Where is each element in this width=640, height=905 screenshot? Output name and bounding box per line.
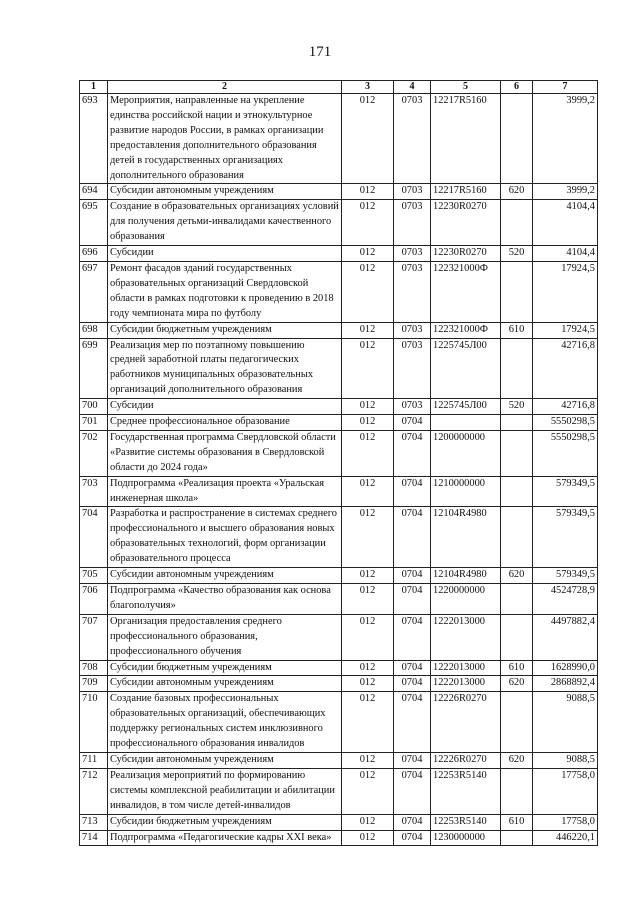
row-number-cell: 711 [80,752,108,768]
row-section-code-cell: 0704 [394,430,431,476]
row-expense-type-cell [501,200,533,246]
row-name-cell: Подпрограмма «Педагогические кадры XXI века» [108,830,342,846]
row-section-code-cell: 0704 [394,507,431,568]
row-section-code-cell: 0703 [394,399,431,415]
row-number-cell: 712 [80,768,108,814]
row-target-code-cell: 12226R0270 [431,692,501,753]
row-ministry-code-cell: 012 [342,692,394,753]
row-expense-type-cell [501,614,533,660]
row-target-code-cell [431,415,501,431]
header-col-5: 5 [431,81,501,94]
row-ministry-code-cell: 012 [342,768,394,814]
row-amount-cell: 579349,5 [533,507,598,568]
row-ministry-code-cell: 012 [342,399,394,415]
row-section-code-cell: 0703 [394,246,431,262]
row-amount-cell: 17758,0 [533,814,598,830]
row-section-code-cell: 0704 [394,568,431,584]
row-ministry-code-cell: 012 [342,476,394,507]
row-section-code-cell: 0703 [394,184,431,200]
table-row [80,768,598,814]
row-name-cell: Разработка и распространение в системах среднего профессионального и высшего образования новых образовательных технологий, форм организации образовательного процесса [108,507,342,568]
row-ministry-code-cell: 012 [342,322,394,338]
row-target-code-cell: 1222013000 [431,614,501,660]
row-number-cell: 709 [80,676,108,692]
row-number-cell: 695 [80,200,108,246]
row-section-code-cell: 0704 [394,660,431,676]
row-name-cell: Субсидии бюджетным учреждениям [108,814,342,830]
row-section-code-cell: 0704 [394,814,431,830]
row-name-cell: Подпрограмма «Качество образования как основа благополучия» [108,584,342,615]
row-amount-cell: 17758,0 [533,768,598,814]
row-number-cell: 714 [80,830,108,846]
row-ministry-code-cell: 012 [342,660,394,676]
budget-table [79,80,598,846]
table-row [80,415,598,431]
table-row [80,430,598,476]
header-col-3: 3 [342,81,394,94]
row-ministry-code-cell: 012 [342,200,394,246]
table-row [80,246,598,262]
row-section-code-cell: 0704 [394,768,431,814]
table-row [80,660,598,676]
row-expense-type-cell: 610 [501,814,533,830]
row-number-cell: 705 [80,568,108,584]
row-expense-type-cell: 620 [501,676,533,692]
row-section-code-cell: 0704 [394,752,431,768]
row-amount-cell: 17924,5 [533,261,598,322]
row-section-code-cell: 0703 [394,200,431,246]
row-ministry-code-cell: 012 [342,614,394,660]
row-target-code-cell: 1222013000 [431,660,501,676]
row-target-code-cell: 1225745Л00 [431,338,501,399]
row-section-code-cell: 0703 [394,322,431,338]
row-expense-type-cell [501,768,533,814]
row-amount-cell: 3999,2 [533,94,598,184]
row-name-cell: Ремонт фасадов зданий государственных образовательных организаций Свердловской области в рамках подготовки к проведению в 2018 году чемпионата мира по футболу [108,261,342,322]
row-section-code-cell: 0704 [394,676,431,692]
row-name-cell: Субсидии автономным учреждениям [108,568,342,584]
row-expense-type-cell: 520 [501,399,533,415]
row-target-code-cell: 1220000000 [431,584,501,615]
row-name-cell: Субсидии [108,246,342,262]
row-section-code-cell: 0704 [394,614,431,660]
table-row [80,399,598,415]
row-target-code-cell: 12217R5160 [431,94,501,184]
row-target-code-cell: 1230000000 [431,830,501,846]
row-expense-type-cell: 620 [501,752,533,768]
row-section-code-cell: 0703 [394,338,431,399]
row-section-code-cell: 0704 [394,476,431,507]
row-number-cell: 701 [80,415,108,431]
table-row [80,676,598,692]
table-row [80,814,598,830]
header-col-1: 1 [80,81,108,94]
row-expense-type-cell [501,507,533,568]
table-row [80,692,598,753]
row-ministry-code-cell: 012 [342,338,394,399]
row-number-cell: 707 [80,614,108,660]
row-amount-cell: 5550298,5 [533,415,598,431]
row-expense-type-cell [501,94,533,184]
row-amount-cell: 579349,5 [533,568,598,584]
row-amount-cell: 4104,4 [533,246,598,262]
row-ministry-code-cell: 012 [342,507,394,568]
row-target-code-cell: 122321000Ф [431,261,501,322]
row-name-cell: Субсидии автономным учреждениям [108,184,342,200]
header-col-2: 2 [108,81,342,94]
row-name-cell: Субсидии автономным учреждениям [108,752,342,768]
row-ministry-code-cell: 012 [342,94,394,184]
row-target-code-cell: 122321000Ф [431,322,501,338]
row-ministry-code-cell: 012 [342,814,394,830]
row-target-code-cell: 1225745Л00 [431,399,501,415]
row-expense-type-cell [501,830,533,846]
row-name-cell: Подпрограмма «Реализация проекта «Уральская инженерная школа» [108,476,342,507]
row-amount-cell: 42716,8 [533,338,598,399]
row-target-code-cell: 12230R0270 [431,246,501,262]
row-number-cell: 710 [80,692,108,753]
row-amount-cell: 4104,4 [533,200,598,246]
row-target-code-cell: 12104R4980 [431,568,501,584]
row-number-cell: 694 [80,184,108,200]
header-col-7: 7 [533,81,598,94]
table-row [80,200,598,246]
row-target-code-cell: 1222013000 [431,676,501,692]
row-amount-cell: 3999,2 [533,184,598,200]
row-amount-cell: 42716,8 [533,399,598,415]
row-name-cell: Организация предоставления среднего профессионального образования, профессионального обучения [108,614,342,660]
table-row [80,752,598,768]
row-number-cell: 698 [80,322,108,338]
row-name-cell: Субсидии бюджетным учреждениям [108,322,342,338]
row-section-code-cell: 0704 [394,584,431,615]
row-section-code-cell: 0704 [394,830,431,846]
table-row [80,568,598,584]
header-col-6: 6 [501,81,533,94]
row-target-code-cell: 1210000000 [431,476,501,507]
table-header-row [80,81,598,94]
row-amount-cell: 5550298,5 [533,430,598,476]
table-row [80,338,598,399]
row-ministry-code-cell: 012 [342,830,394,846]
row-name-cell: Реализация мер по поэтапному повышению средней заработной платы педагогических работников муниципальных образовательных организаций дополнительного образования [108,338,342,399]
row-expense-type-cell: 620 [501,184,533,200]
table-row [80,184,598,200]
row-amount-cell: 1628990,0 [533,660,598,676]
row-amount-cell: 579349,5 [533,476,598,507]
row-number-cell: 703 [80,476,108,507]
row-ministry-code-cell: 012 [342,430,394,476]
row-ministry-code-cell: 012 [342,752,394,768]
row-target-code-cell: 12217R5160 [431,184,501,200]
row-amount-cell: 4497882,4 [533,614,598,660]
row-target-code-cell: 12230R0270 [431,200,501,246]
row-name-cell: Создание базовых профессиональных образовательных организаций, обеспечивающих поддержку региональных систем инклюзивного профессионального образования инвалидов [108,692,342,753]
table-row [80,614,598,660]
row-target-code-cell: 12253R5140 [431,768,501,814]
row-ministry-code-cell: 012 [342,568,394,584]
row-ministry-code-cell: 012 [342,184,394,200]
row-name-cell: Субсидии автономным учреждениям [108,676,342,692]
row-amount-cell: 9088,5 [533,752,598,768]
row-number-cell: 708 [80,660,108,676]
row-expense-type-cell [501,430,533,476]
row-name-cell: Реализация мероприятий по формированию системы комплексной реабилитации и абилитации инвалидов, в том числе детей-инвалидов [108,768,342,814]
row-expense-type-cell: 610 [501,660,533,676]
row-number-cell: 713 [80,814,108,830]
table-row [80,830,598,846]
row-target-code-cell: 12226R0270 [431,752,501,768]
row-expense-type-cell [501,692,533,753]
row-name-cell: Субсидии бюджетным учреждениям [108,660,342,676]
row-number-cell: 702 [80,430,108,476]
row-number-cell: 706 [80,584,108,615]
table-row [80,476,598,507]
row-number-cell: 696 [80,246,108,262]
row-section-code-cell: 0703 [394,94,431,184]
row-section-code-cell: 0704 [394,415,431,431]
row-ministry-code-cell: 012 [342,261,394,322]
row-expense-type-cell [501,261,533,322]
table-row [80,94,598,184]
row-expense-type-cell [501,476,533,507]
row-number-cell: 693 [80,94,108,184]
row-expense-type-cell [501,415,533,431]
row-number-cell: 699 [80,338,108,399]
row-target-code-cell: 12253R5140 [431,814,501,830]
row-name-cell: Создание в образовательных организациях условий для получения детьми-инвалидами качественного образования [108,200,342,246]
table-row [80,507,598,568]
row-name-cell: Мероприятия, направленные на укрепление единства российской нации и этнокультурное развитие народов России, в рамках организации предоставления дополнительного образования детей в государственных организациях дополнительного образования [108,94,342,184]
row-target-code-cell: 12104R4980 [431,507,501,568]
row-number-cell: 700 [80,399,108,415]
page-number: 171 [308,44,332,60]
row-name-cell: Государственная программа Свердловской области «Развитие системы образования в Свердловской области до 2024 года» [108,430,342,476]
row-expense-type-cell [501,584,533,615]
row-expense-type-cell: 620 [501,568,533,584]
row-name-cell: Среднее профессиональное образование [108,415,342,431]
table-row [80,261,598,322]
row-target-code-cell: 1200000000 [431,430,501,476]
row-section-code-cell: 0704 [394,692,431,753]
row-number-cell: 697 [80,261,108,322]
row-expense-type-cell [501,338,533,399]
row-amount-cell: 2868892,4 [533,676,598,692]
row-amount-cell: 446220,1 [533,830,598,846]
row-amount-cell: 17924,5 [533,322,598,338]
row-ministry-code-cell: 012 [342,246,394,262]
row-number-cell: 704 [80,507,108,568]
row-ministry-code-cell: 012 [342,415,394,431]
row-ministry-code-cell: 012 [342,676,394,692]
row-expense-type-cell: 610 [501,322,533,338]
row-amount-cell: 9088,5 [533,692,598,753]
table-row [80,584,598,615]
row-amount-cell: 4524728,9 [533,584,598,615]
header-col-4: 4 [394,81,431,94]
row-expense-type-cell: 520 [501,246,533,262]
row-name-cell: Субсидии [108,399,342,415]
table-row [80,322,598,338]
row-ministry-code-cell: 012 [342,584,394,615]
row-section-code-cell: 0703 [394,261,431,322]
